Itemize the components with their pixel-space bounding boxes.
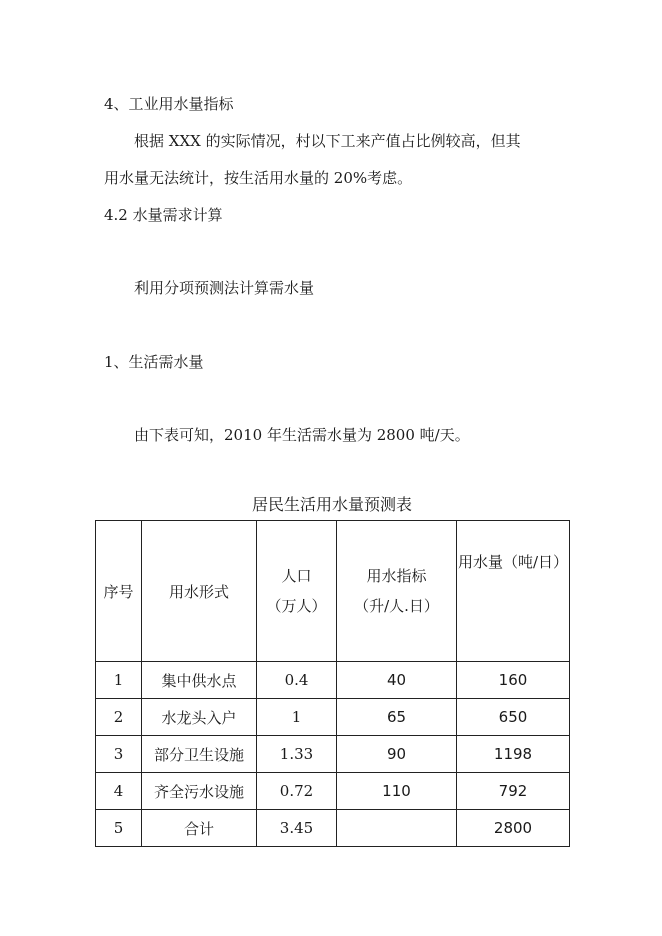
section-heading-industrial-water: 4、工业用水量指标 <box>104 95 234 113</box>
cell-quota: 65 <box>337 699 457 736</box>
cell-amount: 1198 <box>457 736 570 773</box>
cell-quota: 40 <box>337 662 457 699</box>
header-quota-line1: 用水指标 <box>366 567 427 585</box>
cell-type: 集中供水点 <box>142 662 257 699</box>
cell-quota: 90 <box>337 736 457 773</box>
cell-amount: 650 <box>457 699 570 736</box>
cell-population: 1.33 <box>257 736 337 773</box>
header-population <box>257 521 337 662</box>
water-forecast-table <box>95 520 570 847</box>
table-row <box>96 773 570 810</box>
paragraph-industrial-line1: 根据 XXX 的实际情况，村以下工来产值占比例较高，但其 <box>134 132 521 150</box>
cell-quota <box>337 810 457 847</box>
cell-amount: 160 <box>457 662 570 699</box>
section-heading-demand-calc: 4.2 水量需求计算 <box>104 206 223 224</box>
section-heading-domestic-water: 1、生活需水量 <box>104 353 204 371</box>
header-population-line2: （万人） <box>266 597 327 615</box>
cell-type: 水龙头入户 <box>142 699 257 736</box>
paragraph-domestic-summary: 由下表可知，2010 年生活需水量为 2800 吨/天。 <box>134 426 470 444</box>
header-amount: 用水量（吨/日） <box>457 521 570 662</box>
table-header-row <box>96 521 570 662</box>
table-title: 居民生活用水量预测表 <box>251 495 412 514</box>
table-row <box>96 736 570 773</box>
cell-population: 0.4 <box>257 662 337 699</box>
cell-population: 1 <box>257 699 337 736</box>
table-row <box>96 662 570 699</box>
cell-type: 齐全污水设施 <box>142 773 257 810</box>
cell-amount: 2800 <box>457 810 570 847</box>
cell-population: 3.45 <box>257 810 337 847</box>
cell-type: 部分卫生设施 <box>142 736 257 773</box>
table-row-total <box>96 810 570 847</box>
table-row <box>96 699 570 736</box>
cell-quota: 110 <box>337 773 457 810</box>
cell-index: 5 <box>96 810 142 847</box>
header-quota <box>337 521 457 662</box>
header-type: 用水形式 <box>142 521 257 662</box>
cell-index: 3 <box>96 736 142 773</box>
paragraph-industrial-line2: 用水量无法统计，按生活用水量的 20%考虑。 <box>104 169 413 187</box>
cell-population: 0.72 <box>257 773 337 810</box>
cell-index: 1 <box>96 662 142 699</box>
cell-amount: 792 <box>457 773 570 810</box>
cell-index: 2 <box>96 699 142 736</box>
header-index: 序号 <box>96 521 142 662</box>
cell-index: 4 <box>96 773 142 810</box>
header-population-line1: 人口 <box>281 567 312 585</box>
paragraph-method: 利用分项预测法计算需水量 <box>134 279 315 297</box>
header-quota-line2: （升/人.日） <box>354 597 439 615</box>
cell-type: 合计 <box>142 810 257 847</box>
